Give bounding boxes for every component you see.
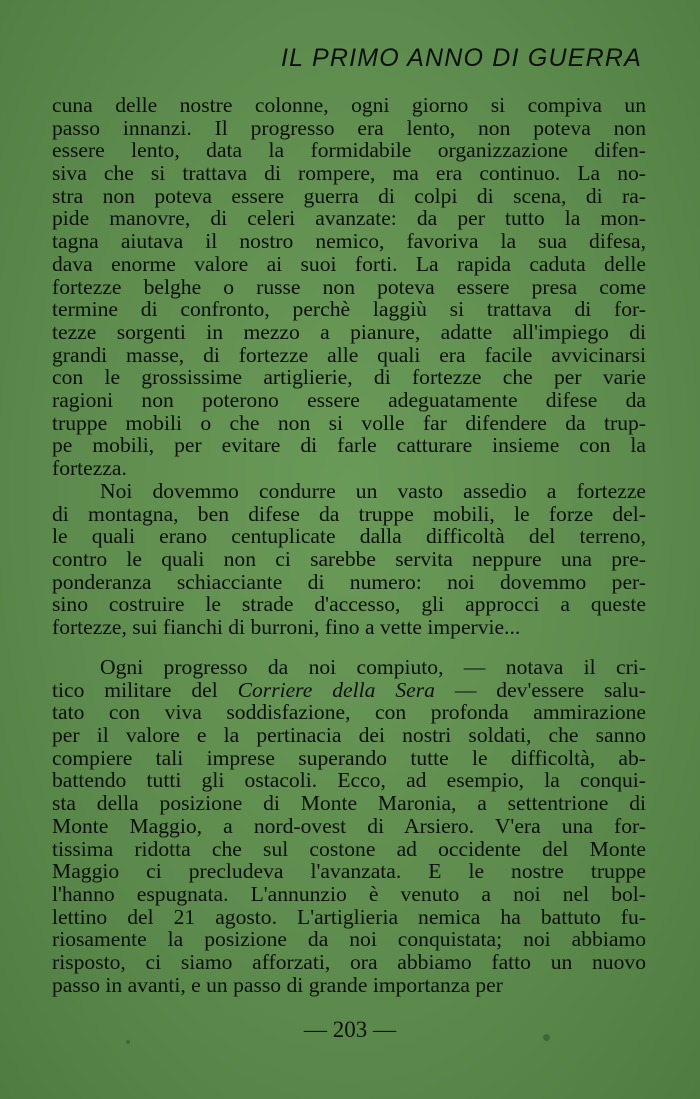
text-line: risposto, ci siamo afforzati, ora abbiamo fatto un nuovo [52, 949, 646, 974]
text-line: contro le quali non ci sarebbe servita neppure una pre- [52, 547, 646, 572]
text-line: passo innanzi. Il progresso era lento, non poteva non [52, 115, 646, 140]
text-line: grandi masse, di fortezze alle quali era facile avvicinarsi [52, 342, 646, 367]
paper-stain [543, 1034, 550, 1041]
text-line: fortezze belghe o russe non poteva essere presa come [52, 274, 646, 299]
text-line: sino costruire le strade d'accesso, gli approcci a queste [52, 592, 646, 617]
text-line: siva che si trattava di rompere, ma era continuo. La no- [52, 161, 646, 186]
text-line: stra non poteva essere guerra di colpi di scena, di ra- [52, 183, 646, 208]
text-line: le quali erano centuplicate dalla difficoltà del terreno, [52, 524, 646, 549]
text-line: cuna delle nostre colonne, ogni giorno si compiva un [52, 93, 646, 117]
paragraph-3 [52, 656, 646, 996]
text-line: tissima ridotta che sul costone ad occidente del Monte [52, 836, 646, 861]
text-line: tezze sorgenti in mezzo a pianure, adatte all'impiego di [52, 319, 646, 344]
text-line: fortezze, sui fianchi di burroni, fino a vette impervie... [52, 615, 521, 640]
text-line: Noi dovemmo condurre un vasto assedio a fortezze [100, 479, 646, 503]
text-line: lettino del 21 agosto. L'artiglieria nemica ha battuto fu- [52, 904, 646, 929]
text-line: sta della posizione di Monte Maronia, a settentrione di [52, 791, 646, 816]
text-line: essere lento, data la formidabile organizzazione difen- [52, 138, 646, 163]
text-line: truppe mobili o che non si volle far difendere da trup- [52, 410, 646, 435]
text-line: battendo tutti gli ostacoli. Ecco, ad esempio, la conqui- [52, 768, 646, 793]
page-number: — 203 — [304, 1017, 396, 1042]
text-line: per il valore e la pertinacia dei nostri soldati, che sanno [52, 723, 646, 748]
text-line: Monte Maggio, a nord-ovest di Arsiero. V'era una for- [52, 813, 646, 838]
text-line: l'hanno espugnata. L'annunzio è venuto a noi nel bol- [52, 881, 646, 906]
text-line: tico militare del Corriere della Sera — dev'essere salu- [52, 677, 646, 702]
text-line: Ogni progresso da noi compiuto, — notava il cri- [100, 655, 646, 679]
text-line: di montagna, ben difese da truppe mobili, le forze del- [52, 501, 646, 526]
paragraph-1 [52, 94, 646, 480]
running-header: IL PRIMO ANNO DI GUERRA [281, 44, 642, 72]
text-line: riosamente la posizione da noi conquistata; noi abbiamo [52, 927, 646, 952]
text-line: tato con viva soddisfazione, con profonda ammirazione [52, 700, 646, 725]
text-line: pe mobili, per evitare di farle catturare insieme con la [52, 433, 646, 458]
text-line: tagna aiutava il nostro nemico, favoriva la sua difesa, [52, 229, 646, 254]
text-line: termine di confronto, perchè laggiù si trattava di for- [52, 297, 646, 322]
text-line: ponderanza schiacciante di numero: noi dovemmo per- [52, 569, 646, 594]
text-line: pide manovre, di celeri avanzate: da per tutto la mon- [52, 206, 646, 231]
text-line: fortezza. [52, 456, 127, 480]
text-line: Maggio ci precludeva l'avanzata. E le nostre truppe [52, 859, 646, 884]
text-line: dava enorme valore ai suoi forti. La rapida caduta delle [52, 251, 646, 276]
paper-stain [126, 1040, 130, 1044]
newspaper-title: Corriere della Sera [237, 677, 435, 702]
text-line: con le grossissime artiglierie, di fortezze che per varie [52, 365, 646, 390]
paragraph-2 [52, 480, 646, 639]
text-line: ragioni non poterono essere adeguatamente difese da [52, 387, 646, 412]
text-line: compiere tali imprese superando tutte le difficoltà, ab- [52, 745, 646, 770]
text-line: passo in avanti, e un passo di grande importanza per [52, 972, 503, 997]
